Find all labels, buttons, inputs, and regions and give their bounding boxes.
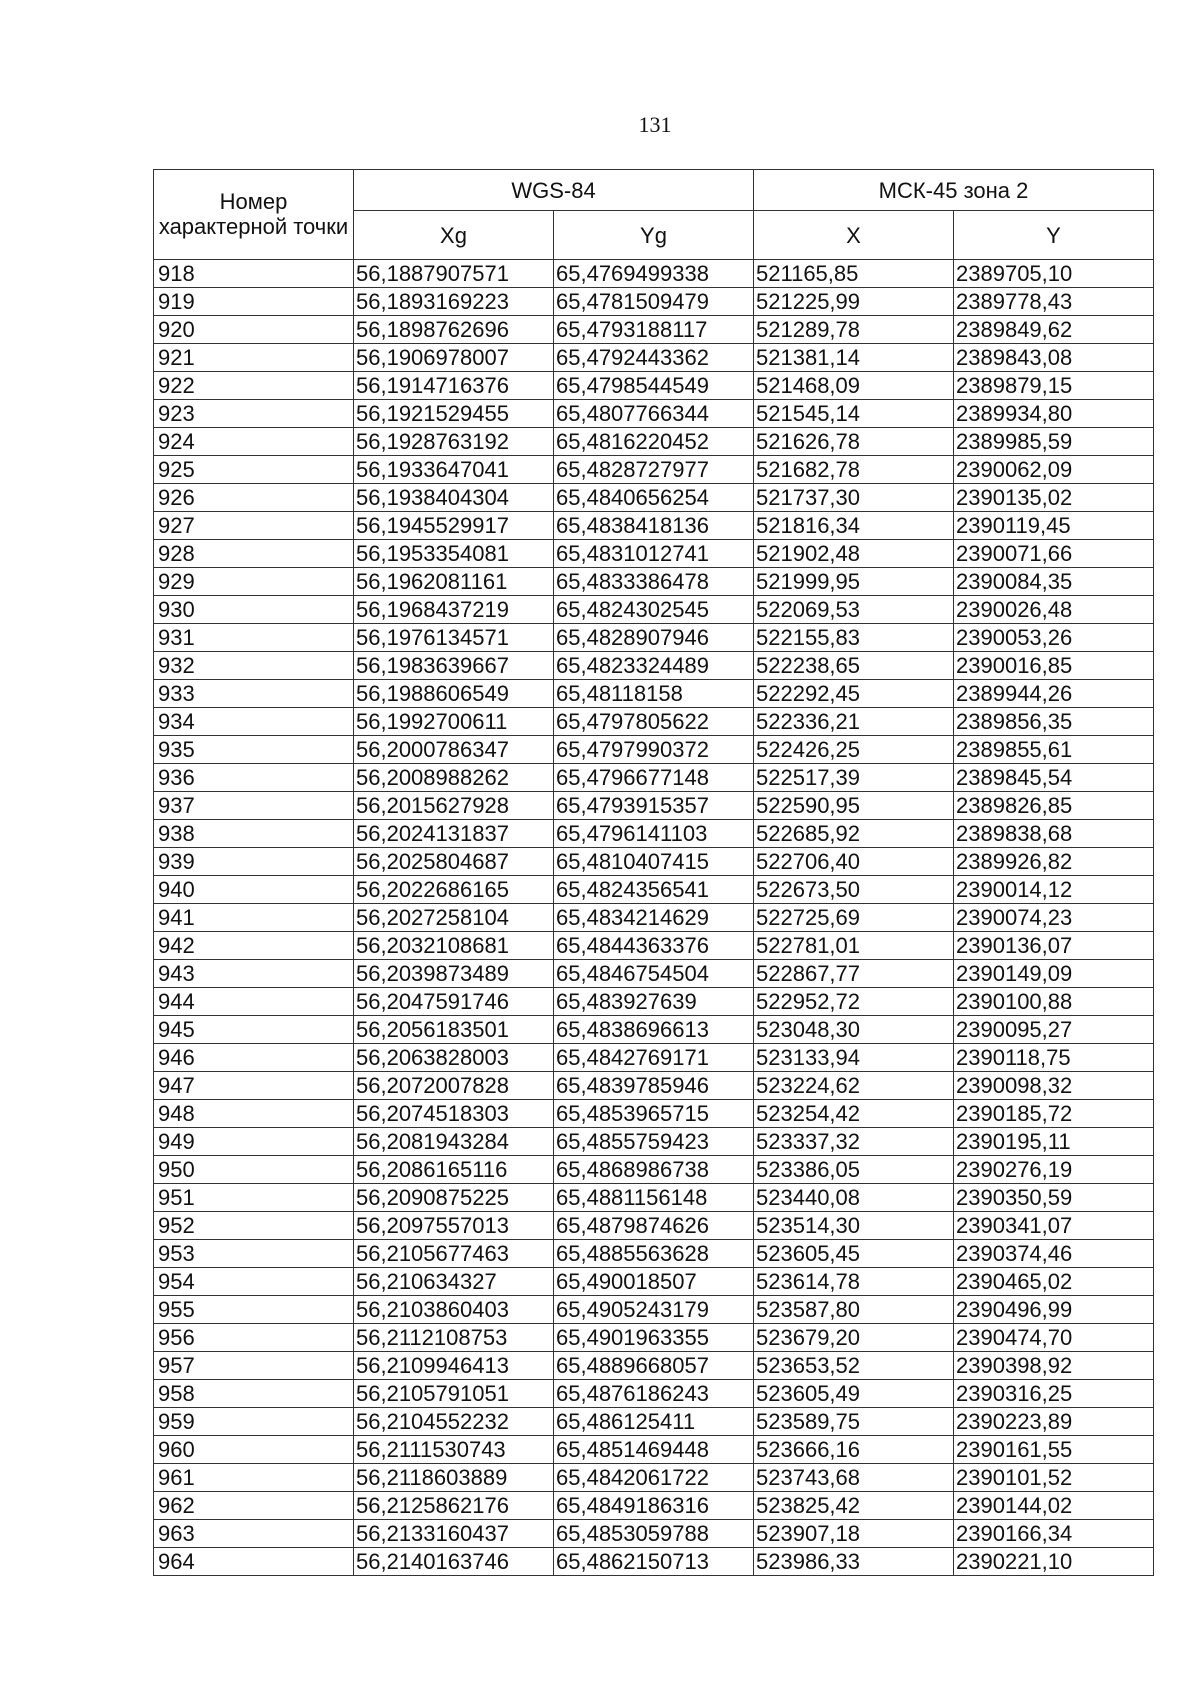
msk-x-cell: 523224,62 [754,1072,954,1100]
msk-y-cell: 2389856,35 [954,708,1154,736]
msk-x-cell: 521165,85 [754,260,954,288]
wgs-xg-cell: 56,2103860403 [354,1296,554,1324]
wgs-yg-cell: 65,4796141103 [554,820,754,848]
table-row [154,1212,1154,1240]
wgs-yg-cell: 65,4851469448 [554,1436,754,1464]
table-row [154,1464,1154,1492]
msk-x-cell: 522292,45 [754,680,954,708]
point-number-cell: 926 [154,484,354,512]
point-number-cell: 963 [154,1520,354,1548]
wgs-yg-cell: 65,486125411 [554,1408,754,1436]
wgs-yg-cell: 65,4838696613 [554,1016,754,1044]
wgs-yg-cell: 65,490018507 [554,1268,754,1296]
wgs-xg-cell: 56,2000786347 [354,736,554,764]
msk-y-cell: 2389843,08 [954,344,1154,372]
table-row [154,1548,1154,1576]
table-row [154,1016,1154,1044]
point-number-cell: 947 [154,1072,354,1100]
msk-y-cell: 2389826,85 [954,792,1154,820]
wgs-xg-cell: 56,2081943284 [354,1128,554,1156]
wgs-xg-cell: 56,2024131837 [354,820,554,848]
msk-y-cell: 2389845,54 [954,764,1154,792]
wgs-yg-cell: 65,4849186316 [554,1492,754,1520]
table-row [154,1072,1154,1100]
wgs-yg-cell: 65,4798544549 [554,372,754,400]
y-header: Y [954,211,1154,260]
wgs-xg-cell: 56,2109946413 [354,1352,554,1380]
msk-x-cell: 523679,20 [754,1324,954,1352]
wgs-yg-cell: 65,4842061722 [554,1464,754,1492]
msk-y-cell: 2390100,88 [954,988,1154,1016]
wgs-xg-cell: 56,1983639667 [354,652,554,680]
msk-y-cell: 2390144,02 [954,1492,1154,1520]
msk-x-cell: 523825,42 [754,1492,954,1520]
point-number-cell: 935 [154,736,354,764]
point-number-cell: 921 [154,344,354,372]
msk-x-cell: 523589,75 [754,1408,954,1436]
table-row [154,540,1154,568]
wgs-xg-cell: 56,2104552232 [354,1408,554,1436]
msk-y-cell: 2389879,15 [954,372,1154,400]
table-row [154,456,1154,484]
point-number-cell: 929 [154,568,354,596]
table-row [154,708,1154,736]
wgs-yg-cell: 65,4853059788 [554,1520,754,1548]
msk-x-cell: 523614,78 [754,1268,954,1296]
msk-x-cell: 523254,42 [754,1100,954,1128]
yg-header: Yg [554,211,754,260]
table-body [154,260,1154,1576]
msk-y-cell: 2389705,10 [954,260,1154,288]
msk-x-cell: 523587,80 [754,1296,954,1324]
wgs-yg-cell: 65,4905243179 [554,1296,754,1324]
msk-y-cell: 2389944,26 [954,680,1154,708]
point-number-cell: 960 [154,1436,354,1464]
table-row [154,1128,1154,1156]
msk-x-cell: 521468,09 [754,372,954,400]
wgs-xg-cell: 56,2125862176 [354,1492,554,1520]
msk-x-cell: 522952,72 [754,988,954,1016]
msk-y-cell: 2389778,43 [954,288,1154,316]
wgs-yg-cell: 65,4828727977 [554,456,754,484]
msk-y-cell: 2390016,85 [954,652,1154,680]
table-row [154,344,1154,372]
point-number-cell: 952 [154,1212,354,1240]
msk-x-cell: 523133,94 [754,1044,954,1072]
wgs-xg-cell: 56,210634327 [354,1268,554,1296]
point-number-cell: 930 [154,596,354,624]
wgs-yg-cell: 65,4793188117 [554,316,754,344]
table-row [154,652,1154,680]
point-number-cell: 954 [154,1268,354,1296]
wgs-xg-cell: 56,2111530743 [354,1436,554,1464]
point-number-cell: 928 [154,540,354,568]
msk-y-cell: 2390136,07 [954,932,1154,960]
msk-x-cell: 522673,50 [754,876,954,904]
msk-x-cell: 522590,95 [754,792,954,820]
msk-x-cell: 521225,99 [754,288,954,316]
point-number-cell: 932 [154,652,354,680]
point-number-cell: 938 [154,820,354,848]
msk-y-cell: 2390223,89 [954,1408,1154,1436]
wgs-yg-cell: 65,483927639 [554,988,754,1016]
wgs-xg-cell: 56,1887907571 [354,260,554,288]
table-row [154,288,1154,316]
wgs-xg-cell: 56,2086165116 [354,1156,554,1184]
wgs-yg-cell: 65,4885563628 [554,1240,754,1268]
table-row [154,848,1154,876]
msk-x-cell: 522725,69 [754,904,954,932]
wgs-yg-cell: 65,4769499338 [554,260,754,288]
msk-y-cell: 2389934,80 [954,400,1154,428]
msk-x-cell: 523907,18 [754,1520,954,1548]
point-number-cell: 939 [154,848,354,876]
msk-y-cell: 2390098,32 [954,1072,1154,1100]
wgs-yg-cell: 65,4855759423 [554,1128,754,1156]
msk-y-cell: 2389838,68 [954,820,1154,848]
table-row [154,316,1154,344]
table-row [154,680,1154,708]
wgs-yg-cell: 65,4810407415 [554,848,754,876]
wgs-yg-cell: 65,4846754504 [554,960,754,988]
msk-y-cell: 2390062,09 [954,456,1154,484]
msk-x-cell: 521737,30 [754,484,954,512]
page-number: 131 [638,112,672,137]
point-number-cell: 961 [154,1464,354,1492]
wgs-yg-cell: 65,4824302545 [554,596,754,624]
xg-header: Xg [354,211,554,260]
msk-y-cell: 2390161,55 [954,1436,1154,1464]
point-number-cell: 958 [154,1380,354,1408]
wgs-xg-cell: 56,2032108681 [354,932,554,960]
wgs-xg-cell: 56,2118603889 [354,1464,554,1492]
table-row [154,1324,1154,1352]
wgs-xg-cell: 56,2097557013 [354,1212,554,1240]
wgs-xg-cell: 56,1893169223 [354,288,554,316]
table-row [154,484,1154,512]
coordinates-table [153,169,1154,1576]
table-row [154,764,1154,792]
wgs-yg-cell: 65,4816220452 [554,428,754,456]
msk-y-cell: 2389926,82 [954,848,1154,876]
msk-x-cell: 521626,78 [754,428,954,456]
wgs-xg-cell: 56,2027258104 [354,904,554,932]
msk-y-cell: 2390276,19 [954,1156,1154,1184]
x-header: X [754,211,954,260]
wgs-yg-cell: 65,4823324489 [554,652,754,680]
table-row [154,1436,1154,1464]
point-number-cell: 924 [154,428,354,456]
point-number-cell: 934 [154,708,354,736]
msk-x-cell: 523337,32 [754,1128,954,1156]
msk-y-cell: 2390118,75 [954,1044,1154,1072]
table-row [154,1492,1154,1520]
msk-x-cell: 523666,16 [754,1436,954,1464]
table-row [154,596,1154,624]
point-number-header: Номер характерной точки [154,170,354,260]
msk-y-cell: 2390014,12 [954,876,1154,904]
msk-x-cell: 521902,48 [754,540,954,568]
wgs-xg-cell: 56,2008988262 [354,764,554,792]
wgs-xg-cell: 56,1906978007 [354,344,554,372]
wgs-yg-cell: 65,4853965715 [554,1100,754,1128]
wgs-yg-cell: 65,4834214629 [554,904,754,932]
point-number-cell: 918 [154,260,354,288]
table-row [154,1100,1154,1128]
table-row [154,932,1154,960]
point-number-cell: 957 [154,1352,354,1380]
msk-x-cell: 522781,01 [754,932,954,960]
point-number-cell: 943 [154,960,354,988]
msk-y-cell: 2389855,61 [954,736,1154,764]
table-row [154,876,1154,904]
wgs-xg-cell: 56,2112108753 [354,1324,554,1352]
wgs-xg-cell: 56,1992700611 [354,708,554,736]
table-row [154,400,1154,428]
msk-y-cell: 2390221,10 [954,1548,1154,1576]
msk-y-cell: 2390185,72 [954,1100,1154,1128]
wgs-yg-cell: 65,4793915357 [554,792,754,820]
point-number-cell: 949 [154,1128,354,1156]
msk-y-cell: 2390350,59 [954,1184,1154,1212]
msk-x-cell: 523653,52 [754,1352,954,1380]
msk-x-cell: 522517,39 [754,764,954,792]
msk-x-cell: 523986,33 [754,1548,954,1576]
wgs-yg-cell: 65,4797805622 [554,708,754,736]
table-row [154,1520,1154,1548]
wgs-xg-cell: 56,2056183501 [354,1016,554,1044]
msk-y-cell: 2390166,34 [954,1520,1154,1548]
table-row [154,428,1154,456]
wgs-yg-cell: 65,4833386478 [554,568,754,596]
wgs-yg-cell: 65,4796677148 [554,764,754,792]
msk-y-cell: 2390135,02 [954,484,1154,512]
msk-x-cell: 521381,14 [754,344,954,372]
wgs-yg-cell: 65,4868986738 [554,1156,754,1184]
wgs-xg-cell: 56,1898762696 [354,316,554,344]
msk-y-cell: 2390341,07 [954,1212,1154,1240]
point-number-cell: 953 [154,1240,354,1268]
msk-y-cell: 2390316,25 [954,1380,1154,1408]
wgs-yg-cell: 65,4824356541 [554,876,754,904]
msk-x-cell: 522336,21 [754,708,954,736]
table-row [154,1352,1154,1380]
msk-y-cell: 2390026,48 [954,596,1154,624]
msk-x-cell: 523514,30 [754,1212,954,1240]
table-row [154,1044,1154,1072]
point-number-cell: 951 [154,1184,354,1212]
wgs-yg-cell: 65,4792443362 [554,344,754,372]
msk-y-cell: 2390084,35 [954,568,1154,596]
msk-y-cell: 2389985,59 [954,428,1154,456]
msk-x-cell: 522867,77 [754,960,954,988]
wgs-xg-cell: 56,1953354081 [354,540,554,568]
table-row [154,736,1154,764]
table-row [154,988,1154,1016]
msk-x-cell: 523743,68 [754,1464,954,1492]
wgs-xg-cell: 56,2063828003 [354,1044,554,1072]
wgs-xg-cell: 56,1928763192 [354,428,554,456]
wgs-yg-cell: 65,4901963355 [554,1324,754,1352]
point-number-cell: 964 [154,1548,354,1576]
table-row [154,1296,1154,1324]
wgs-yg-cell: 65,4807766344 [554,400,754,428]
wgs-yg-cell: 65,4839785946 [554,1072,754,1100]
msk-y-cell: 2390053,26 [954,624,1154,652]
wgs-yg-cell: 65,4842769171 [554,1044,754,1072]
wgs-xg-cell: 56,2105791051 [354,1380,554,1408]
msk-y-cell: 2389849,62 [954,316,1154,344]
point-number-cell: 920 [154,316,354,344]
wgs-xg-cell: 56,1976134571 [354,624,554,652]
msk-x-cell: 522155,83 [754,624,954,652]
table-row [154,1268,1154,1296]
wgs-yg-cell: 65,4889668057 [554,1352,754,1380]
wgs84-header: WGS-84 [354,170,754,211]
msk-x-cell: 522706,40 [754,848,954,876]
wgs-xg-cell: 56,1945529917 [354,512,554,540]
wgs-xg-cell: 56,2025804687 [354,848,554,876]
point-number-cell: 942 [154,932,354,960]
msk-x-cell: 523440,08 [754,1184,954,1212]
point-number-cell: 922 [154,372,354,400]
point-number-cell: 936 [154,764,354,792]
wgs-yg-cell: 65,4862150713 [554,1548,754,1576]
msk-x-cell: 522426,25 [754,736,954,764]
point-number-cell: 940 [154,876,354,904]
msk-x-cell: 522685,92 [754,820,954,848]
table-row [154,792,1154,820]
point-number-cell: 937 [154,792,354,820]
point-number-cell: 959 [154,1408,354,1436]
table-row [154,372,1154,400]
wgs-yg-cell: 65,4838418136 [554,512,754,540]
msk-y-cell: 2390374,46 [954,1240,1154,1268]
msk-y-cell: 2390195,11 [954,1128,1154,1156]
wgs-yg-cell: 65,4881156148 [554,1184,754,1212]
msk-x-cell: 522238,65 [754,652,954,680]
wgs-yg-cell: 65,48118158 [554,680,754,708]
table-row [154,960,1154,988]
point-number-cell: 931 [154,624,354,652]
msk-x-cell: 521289,78 [754,316,954,344]
wgs-yg-cell: 65,4797990372 [554,736,754,764]
point-number-cell: 944 [154,988,354,1016]
wgs-xg-cell: 56,1914716376 [354,372,554,400]
wgs-yg-cell: 65,4844363376 [554,932,754,960]
table-row [154,1408,1154,1436]
wgs-xg-cell: 56,1933647041 [354,456,554,484]
wgs-xg-cell: 56,1968437219 [354,596,554,624]
wgs-xg-cell: 56,2140163746 [354,1548,554,1576]
point-number-cell: 925 [154,456,354,484]
wgs-xg-cell: 56,1988606549 [354,680,554,708]
msk-x-cell: 522069,53 [754,596,954,624]
msk-y-cell: 2390465,02 [954,1268,1154,1296]
table-row [154,512,1154,540]
point-number-cell: 955 [154,1296,354,1324]
table-row [154,1184,1154,1212]
table-row [154,260,1154,288]
wgs-yg-cell: 65,4828907946 [554,624,754,652]
msk-y-cell: 2390474,70 [954,1324,1154,1352]
msk-y-cell: 2390101,52 [954,1464,1154,1492]
msk-x-cell: 523605,45 [754,1240,954,1268]
wgs-yg-cell: 65,4876186243 [554,1380,754,1408]
table-row [154,820,1154,848]
wgs-yg-cell: 65,4840656254 [554,484,754,512]
msk-y-cell: 2390119,45 [954,512,1154,540]
table-header [154,170,1154,260]
wgs-xg-cell: 56,2090875225 [354,1184,554,1212]
msk-y-cell: 2390496,99 [954,1296,1154,1324]
msk-x-cell: 521816,34 [754,512,954,540]
table-row [154,1380,1154,1408]
point-number-cell: 919 [154,288,354,316]
msk-x-cell: 521545,14 [754,400,954,428]
point-number-cell: 962 [154,1492,354,1520]
msk-x-cell: 521999,95 [754,568,954,596]
msk-y-cell: 2390095,27 [954,1016,1154,1044]
wgs-xg-cell: 56,2133160437 [354,1520,554,1548]
msk-y-cell: 2390071,66 [954,540,1154,568]
table-row [154,904,1154,932]
wgs-yg-cell: 65,4879874626 [554,1212,754,1240]
point-number-cell: 948 [154,1100,354,1128]
wgs-xg-cell: 56,1962081161 [354,568,554,596]
wgs-yg-cell: 65,4831012741 [554,540,754,568]
msk-x-cell: 523048,30 [754,1016,954,1044]
msk-x-cell: 523605,49 [754,1380,954,1408]
point-number-cell: 933 [154,680,354,708]
wgs-xg-cell: 56,1938404304 [354,484,554,512]
msk-x-cell: 521682,78 [754,456,954,484]
header-row-top [154,170,1154,211]
wgs-xg-cell: 56,1921529455 [354,400,554,428]
wgs-xg-cell: 56,2039873489 [354,960,554,988]
wgs-xg-cell: 56,2015627928 [354,792,554,820]
msk-x-cell: 523386,05 [754,1156,954,1184]
table-row [154,1156,1154,1184]
point-number-cell: 956 [154,1324,354,1352]
point-number-cell: 945 [154,1016,354,1044]
msk-y-cell: 2390074,23 [954,904,1154,932]
wgs-xg-cell: 56,2105677463 [354,1240,554,1268]
wgs-xg-cell: 56,2022686165 [354,876,554,904]
wgs-xg-cell: 56,2074518303 [354,1100,554,1128]
point-number-cell: 923 [154,400,354,428]
msk45-header: МСК-45 зона 2 [754,170,1154,211]
table-row [154,624,1154,652]
wgs-xg-cell: 56,2047591746 [354,988,554,1016]
point-number-cell: 927 [154,512,354,540]
msk-y-cell: 2390149,09 [954,960,1154,988]
point-number-cell: 950 [154,1156,354,1184]
wgs-xg-cell: 56,2072007828 [354,1072,554,1100]
table-row [154,1240,1154,1268]
table-row [154,568,1154,596]
msk-y-cell: 2390398,92 [954,1352,1154,1380]
point-number-cell: 946 [154,1044,354,1072]
point-number-cell: 941 [154,904,354,932]
wgs-yg-cell: 65,4781509479 [554,288,754,316]
